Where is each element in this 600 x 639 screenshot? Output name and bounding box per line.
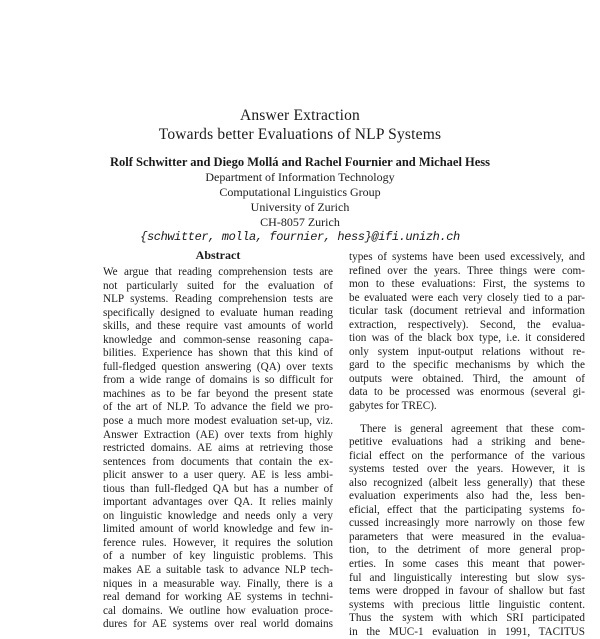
abstract-line: pose a much more modest evaluation set-up, viz. — [103, 415, 333, 428]
body-paragraph-2 — [349, 423, 585, 639]
text-line: tems were dropped in favour of shallow but fast — [349, 585, 585, 598]
abstract-line: dures for AE systems over real world domains — [103, 618, 333, 631]
text-line: in the MUC-1 evaluation in 1991, TACITUS — [349, 625, 585, 638]
text-line: types of systems have been used excessively, and — [349, 251, 585, 263]
abstract-line: sentences from documents that contain the ex- — [103, 455, 333, 468]
abstract-line: real demand for working AE systems in techni- — [103, 591, 333, 604]
abstract-line: restricted domains. AE aims at retrieving those — [103, 442, 333, 455]
abstract-line: from a wide range of domains is so difficult for — [103, 374, 333, 387]
abstract-line: cal domains. We outline how evaluation proce- — [103, 604, 333, 617]
text-line: evaluation experiments also had the, less ben- — [349, 490, 585, 503]
affiliation-city: CH-8057 Zurich — [260, 215, 340, 229]
text-line: Thus the system with which SRI participated — [349, 612, 585, 625]
text-line: outputs were obtained. Third, the amount of — [349, 372, 585, 385]
author-emails: {schwitter, molla, fournier, hess}@ifi.unizh.ch — [140, 230, 460, 244]
left-column — [103, 248, 333, 632]
text-line: cussed increasingly more narrowly on those few — [349, 517, 585, 530]
text-line: refined over the years. Three things were com- — [349, 264, 585, 277]
abstract-line: Answer Extraction (AE) over texts from highly — [103, 428, 333, 441]
text-line: ful and linguistically interesting but slow sys- — [349, 571, 585, 584]
text-line: ficial effect on the performance of the various — [349, 449, 585, 462]
abstract-line: makes AE a suitable task to advance NLP tech- — [103, 564, 333, 577]
header-block — [0, 106, 600, 245]
abstract-line: We argue that reading comprehension tests are — [103, 266, 333, 278]
paper-title-line-2: Towards better Evaluations of NLP Systems — [158, 126, 442, 143]
abstract-line: of the art of NLP. To advance the field we pro- — [103, 401, 333, 414]
affiliation-department: Department of Information Technology — [205, 170, 395, 184]
affiliation-university: University of Zurich — [250, 200, 350, 214]
text-line: erties. In some cases this meant that power- — [349, 558, 585, 571]
text-line: eficial, effect that the participating systems fo- — [349, 503, 585, 516]
author-list: Rolf Schwitter and Diego Mollá and Rachel Fournier and Michael Hess — [109, 155, 491, 169]
affiliation-group: Computational Linguistics Group — [219, 185, 381, 199]
abstract-line: machines as to be far beyond the present state — [103, 387, 333, 400]
text-line: gard to the specific mechanisms by which the — [349, 359, 585, 372]
text-line: systems tested over the years. However, it is — [349, 463, 585, 476]
right-column — [349, 251, 585, 639]
text-line: ticular task (document retrieval and information — [349, 305, 585, 318]
text-line: petitive evaluations had a striking and bene- — [349, 436, 585, 449]
text-line: tion, to the detriment of more general prop- — [349, 544, 585, 557]
abstract-line: not particularly suited for the evaluation of — [103, 279, 333, 292]
abstract-line: knowledge and common-sense reasoning capa- — [103, 333, 333, 346]
abstract-line: full-fledged question answering (QA) over texts — [103, 360, 333, 373]
abstract-line: important advantages over QA. It relies mainly — [103, 496, 333, 509]
text-line: be evaluated were each very closely tied to a par- — [349, 291, 585, 304]
abstract-line: skills, and these require vast amounts of world — [103, 320, 333, 333]
abstract-body — [103, 266, 333, 632]
text-line: mon to these evaluations: First, the systems to — [349, 278, 585, 291]
text-line: gabytes for TREC). — [349, 400, 437, 413]
text-line: also recognized (albeit less generally) that these — [349, 476, 585, 489]
text-line: data to be processed was enormous (several gi- — [349, 386, 585, 399]
abstract-line: NLP systems. Reading comprehension tests are — [103, 293, 333, 306]
abstract-line: on linguistic knowledge and needs only a very — [103, 509, 333, 522]
text-line: systems with precious little linguistic content. — [349, 598, 585, 611]
abstract-line: limited amount of world knowledge and few in- — [103, 523, 333, 536]
text-line: tion was of the black box type, i.e. it considered — [349, 332, 585, 345]
abstract-line: specifically designed to evaluate human reading — [103, 306, 333, 319]
body-paragraph-1 — [349, 251, 585, 414]
abstract-line: bilities. Experience has shown that this kind of — [103, 347, 333, 360]
abstract-line: ference rules. However, it requires the solution — [103, 536, 333, 549]
abstract-line: niques in a measurable way. Finally, there is a — [103, 577, 333, 590]
text-line: extraction, respectively). Second, the evalua- — [349, 318, 585, 331]
abstract-line: of a number of key linguistic problems. This — [103, 550, 333, 563]
text-line: There is general agreement that these com- — [360, 422, 585, 435]
abstract-line: plicit answer to a user query. AE is less ambi- — [103, 469, 333, 482]
abstract-line: tious than full-fledged QA but has a number of — [103, 482, 333, 495]
paper-title-line-1: Answer Extraction — [239, 107, 361, 124]
text-line: only system input-output relations without re- — [349, 345, 585, 358]
text-line: parameters that were measured in the evalua- — [349, 530, 585, 543]
abstract-heading: Abstract — [195, 248, 241, 262]
